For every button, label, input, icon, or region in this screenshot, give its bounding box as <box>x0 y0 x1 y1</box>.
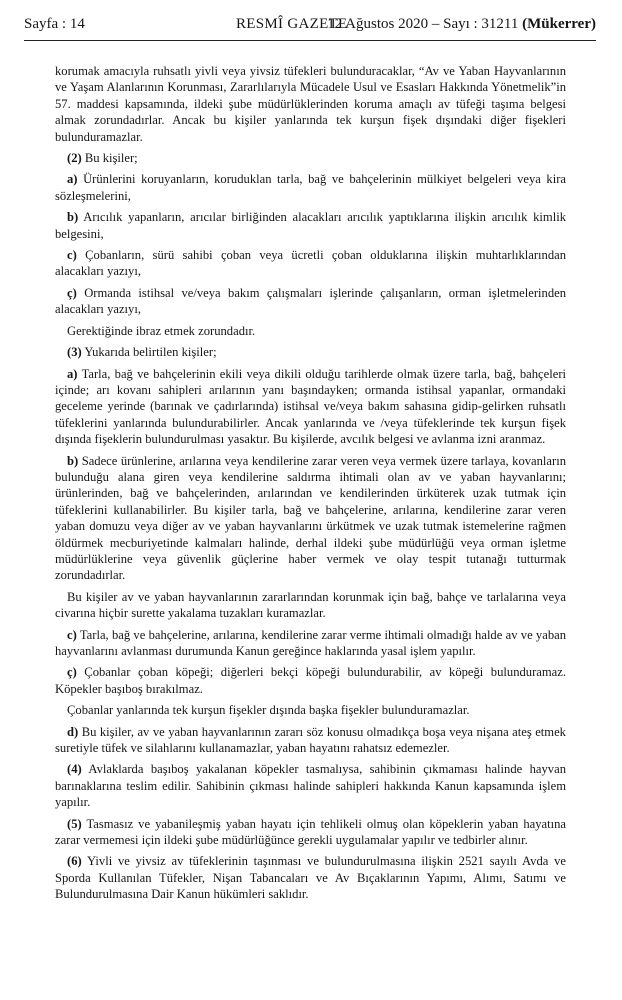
page-number: Sayfa : 14 <box>24 16 85 32</box>
paragraph <box>55 344 566 360</box>
paragraph <box>55 171 566 204</box>
paragraph-marker: (2) <box>67 151 82 166</box>
date-issue-text: 12 Ağustos 2020 – Sayı : 31211 <box>327 16 519 32</box>
paragraph-text: Çobanlar yanlarında tek kurşun fişekler dışında başka fişekler bulunduramazlar. <box>67 703 470 718</box>
paragraph-text: Bu kişiler av ve yaban hayvanlarının zararlarından korunmak için bağ, bahçe ve tarlalarına veya civarına hiçbir surette yakalama tuzakları kuramazlar. <box>55 589 566 621</box>
paragraph-text: Bu kişiler, av ve yaban hayvanlarının zararı söz konusu olmadıkça boşa veya nişana ateş etmek suretiyle tüfek ve silahlarını kullanamazlar, yaban hayatını rahatsız edemezler. <box>55 724 566 756</box>
paragraph-text: Avlaklarda başıboş yakalanan köpekler tasmalıysa, sahibinin çıkmaması halinde hayvan barınaklarına teslim edilir. Sahibinin çıkması halinde sahipleri hakkında Kanun kapsamında işlem yapılır. <box>55 762 566 810</box>
edition-label: (Mükerrer) <box>522 16 596 32</box>
paragraph-text: Gerektiğinde ibraz etmek zorundadır. <box>67 323 256 338</box>
paragraph-text: Ormanda istihsal ve/veya bakım çalışmaları işlerinde çalışanların, orman işletmelerinden alacakları yazıyı, <box>55 285 566 317</box>
paragraph <box>55 724 566 757</box>
paragraph <box>55 589 566 622</box>
paragraph-marker: c) <box>67 627 77 642</box>
paragraph-text: Arıcılık yapanların, arıcılar birliğinden alacakları arıcılık yaptıklarına ilişkin arıcılık kimlik belgesini, <box>55 210 566 241</box>
paragraph-marker: (6) <box>67 854 82 869</box>
paragraph <box>55 285 566 318</box>
header-rule <box>24 40 596 41</box>
paragraph-text: korumak amacıyla ruhsatlı yivli veya yivsiz tüfekleri bulunduracaklar, “Av ve Yaban Hayvanlarının ve Yaşam Alanlarının Korunması, Zararlılarıyla Mücadele Usul ve Esasları Hakkında Yönetmelik”in 57. maddesi kapsamında, ildeki şube müdürlüklerinden koruma amaçlı av tüfeği taşıma belgesi almak zorundadırlar. Ancak bu kişiler yanlarında tek kurşun fişek dışındaki diğer fişekleri bulunduramazlar. <box>55 64 566 144</box>
paragraph <box>55 150 566 166</box>
paragraph-marker: (3) <box>67 345 82 360</box>
paragraph-text: Bu kişiler; <box>84 151 138 166</box>
paragraph <box>55 664 566 697</box>
paragraph-marker: b) <box>67 210 79 225</box>
paragraph <box>55 853 566 902</box>
paragraph-text: Çobanlar çoban köpeği; diğerleri bekçi köpeği bulundurabilir, av köpeği bulunduramaz. Köpekler başıboş bırakılmaz. <box>55 665 566 696</box>
paragraph <box>55 366 566 448</box>
paragraph-marker: ç) <box>67 665 77 680</box>
paragraph-marker: a) <box>67 366 78 381</box>
paragraph <box>55 453 566 584</box>
paragraph-marker: (5) <box>67 816 82 831</box>
paragraph-text: Ürünlerini koruyanların, koruduklan tarla, bağ ve bahçelerinin mülkiyet belgeleri veya kira sözleşmelerini, <box>55 172 566 203</box>
paragraph-marker: d) <box>67 724 79 739</box>
paragraph-text: Yivli ve yivsiz av tüfeklerinin taşınması ve bulundurulmasına ilişkin 2521 sayılı Avda ve Sporda Kullanılan Tüfekler, Nişan Tabancaları ve Av Bıçaklarının Yapımı, Alımı, Satımı ve Bulundurulmasına Dair Kanun hükümleri saklıdır. <box>55 854 566 902</box>
paragraph-text: Sadece ürünlerine, arılarına veya kendilerine zarar veren veya vermek üzere tarlaya, kovanların bulunduğu alana giren veya kendilerine saldırma ihtimali olan av ve yaban hayvanlarını; ürünlerinden, bağ ve bahçelerinden, arılarından ve kendilerinden ürküterek uzak tutmak için tüfeklerini kullanabilirler. Bu kişiler tarla, bağ ve bahçelerine, arılarına, kendilerine zarar veren yaban domuzu veya diğer av ve yaban hayvanlarını ürkütmek ve uzak tutmak istemelerine rağmen öldürmek mecburiyetinde kalmaları halinde, derhal ildeki şube müdürlüğü veya orman işletme müdürlüklerine veya güvenlik güçlerine haber vermek ve olay tespit tutanağı tutturmak zorundadırlar. <box>55 453 566 583</box>
paragraph <box>55 702 566 718</box>
issue-date <box>327 12 596 36</box>
paragraph-marker: a) <box>67 172 78 187</box>
paragraph <box>55 816 566 849</box>
paragraph-text: Çobanların, sürü sahibi çoban veya ücretli çoban olduklarına ilişkin muhtarlıklarından alacakları yazıyı, <box>55 248 566 279</box>
paragraph <box>55 247 566 280</box>
paragraph-text: Tarla, bağ ve bahçelerinin ekili veya dikili olduğu tarihlerde olmak üzere tarla, bağ, bahçeleri içinde; arı kovanı sahipleri arılarının yanı başındayken; ormanda istihsal yapanlar, ormandaki geceleme yerinde (barınak ve çadırlarında) istihsal ve/veya bakım sahasına gidip-gelirken ruhsatlı tüfeklerini yanlarında bulundurabilirler. Ancak yanlarında ve /veya tüfeklerinde tek kurşun fişek dışında fişeklerin bulundurulması yasaktır. Bu kişilerde, avcılık belgesi ve avlanma izni aranmaz. <box>55 366 567 447</box>
article-body <box>55 63 566 908</box>
paragraph-marker: b) <box>67 453 79 468</box>
paragraph <box>55 761 566 810</box>
gazette-title: RESMÎ GAZETE <box>236 16 348 32</box>
page-header <box>24 12 596 36</box>
paragraph-text: Tarla, bağ ve bahçelerine, arılarına, kendilerine zarar verme ihtimali olmadığı halde av ve yaban hayvanlarını avlanması durumunda Kanun gereğince haklarında yasal işlem yapılır. <box>55 627 567 658</box>
paragraph-marker: c) <box>67 248 77 263</box>
paragraph-marker: ç) <box>67 285 77 300</box>
paragraph <box>55 627 566 660</box>
paragraph-marker: (4) <box>67 762 82 777</box>
paragraph-text: Tasmasız ve yabanileşmiş yaban hayatı için tehlikeli olmuş olan köpeklerin yaban hayatına zarar vermemesi için ildeki şube müdürlüğünce gerekli uygulamalar yapılır ve tedbirler alınır. <box>55 816 566 848</box>
paragraph <box>55 323 566 339</box>
paragraph-text: Yukarıda belirtilen kişiler; <box>84 345 217 360</box>
paragraph <box>55 63 566 145</box>
paragraph <box>55 209 566 242</box>
